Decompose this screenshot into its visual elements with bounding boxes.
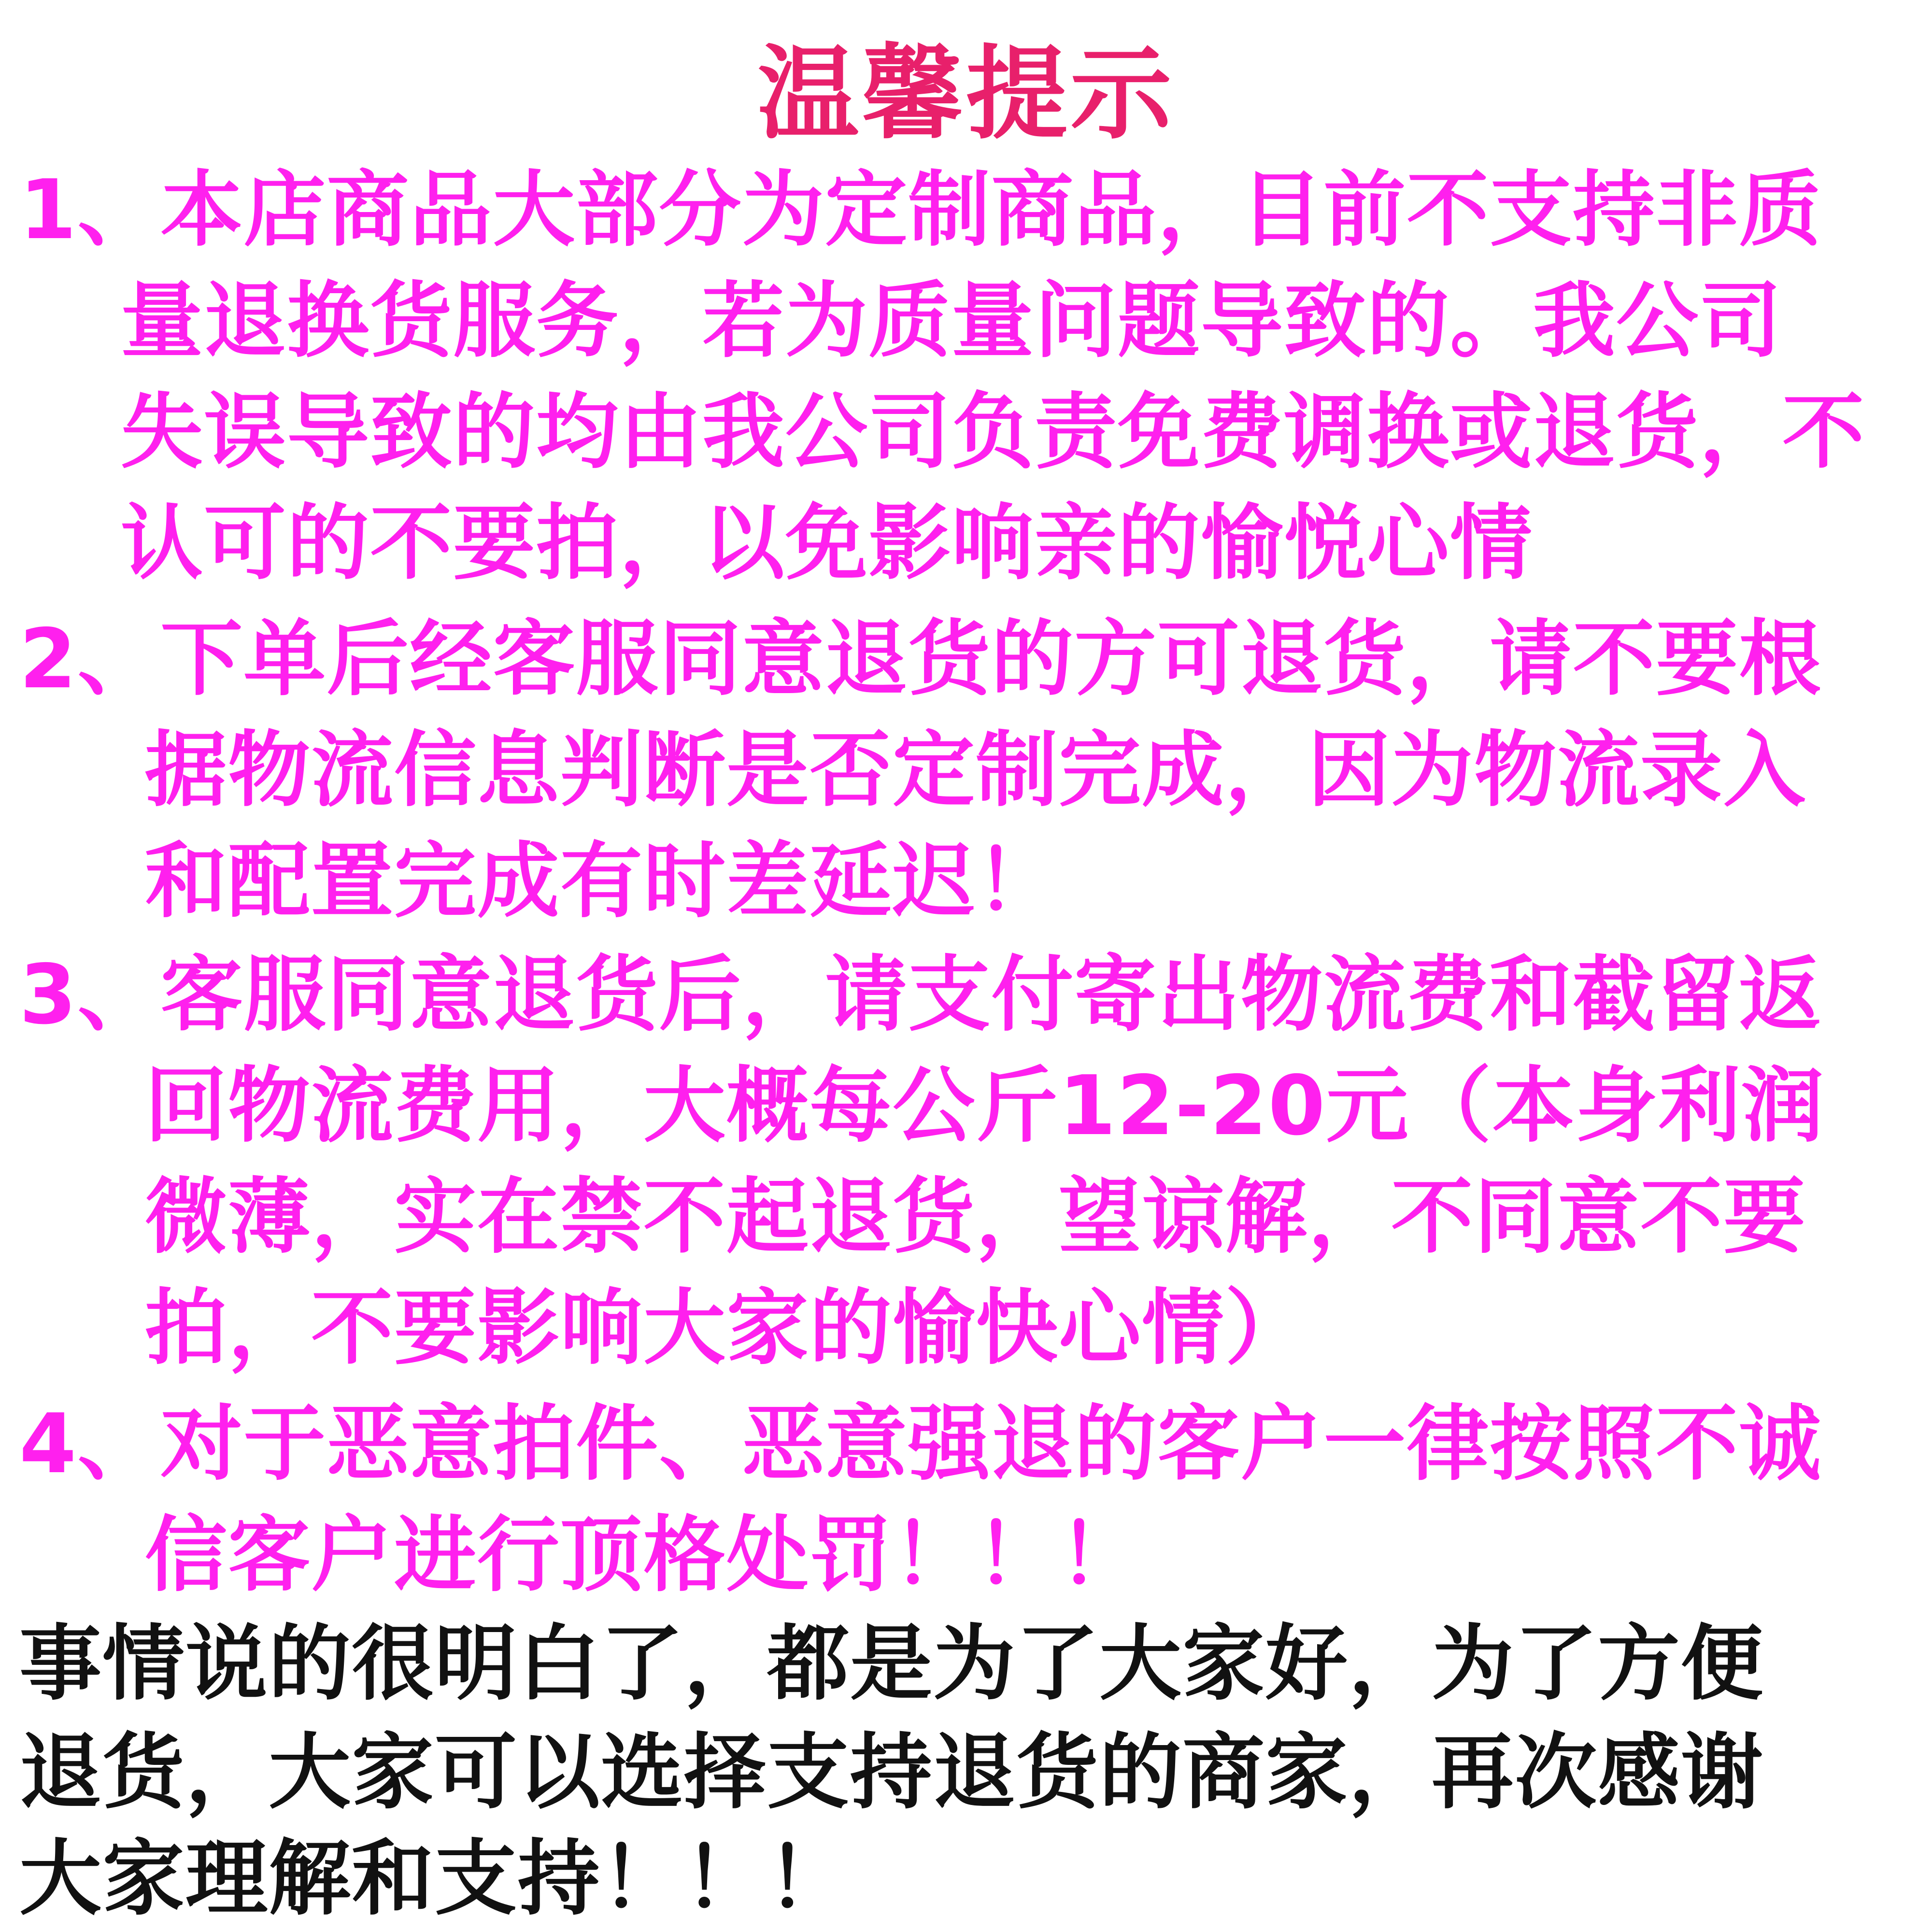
notice-1-line-4: 认可的不要拍，以免影响亲的愉悦心情 xyxy=(121,496,1534,591)
notice-3-line-1: 3、客服同意退货后，请支付寄出物流费和截留返 xyxy=(19,947,1822,1043)
notice-4-line-2: 信客户进行顶格处罚！！！ xyxy=(145,1507,1142,1603)
notice-1-line-1: 1、本店商品大部分为定制商品，目前不支持非质 xyxy=(19,162,1822,258)
notice-2-line-2: 据物流信息判断是否定制完成，因为物流录入 xyxy=(145,723,1807,818)
footer-line-3: 大家理解和支持！！！ xyxy=(19,1831,851,1927)
notice-3-line-4: 拍，不要影响大家的愉快心情） xyxy=(145,1280,1308,1376)
footer-line-2: 退货，大家可以选择支持退货的商家，再次感谢 xyxy=(19,1725,1764,1820)
footer-line-1: 事情说的很明白了，都是为了大家好，为了方便 xyxy=(19,1616,1764,1712)
page-title: 温馨提示 xyxy=(757,35,1175,153)
notice-1-line-3: 失误导致的均由我公司负责免费调换或退货，不 xyxy=(121,384,1866,480)
notice-3-line-3: 微薄，实在禁不起退货，望谅解，不同意不要 xyxy=(145,1169,1807,1265)
notice-2-line-3: 和配置完成有时差延迟！ xyxy=(145,834,1059,929)
notice-2-line-1: 2、下单后经客服同意退货的方可退货，请不要根 xyxy=(19,611,1822,707)
notice-3-line-2: 回物流费用，大概每公斤12-20元（本身利润 xyxy=(145,1058,1825,1154)
notice-4-line-1: 4、对于恶意拍件、恶意强退的客户一律按照不诚 xyxy=(19,1396,1822,1492)
notice-1-line-2: 量退换货服务，若为质量问题导致的。我公司 xyxy=(121,273,1783,369)
